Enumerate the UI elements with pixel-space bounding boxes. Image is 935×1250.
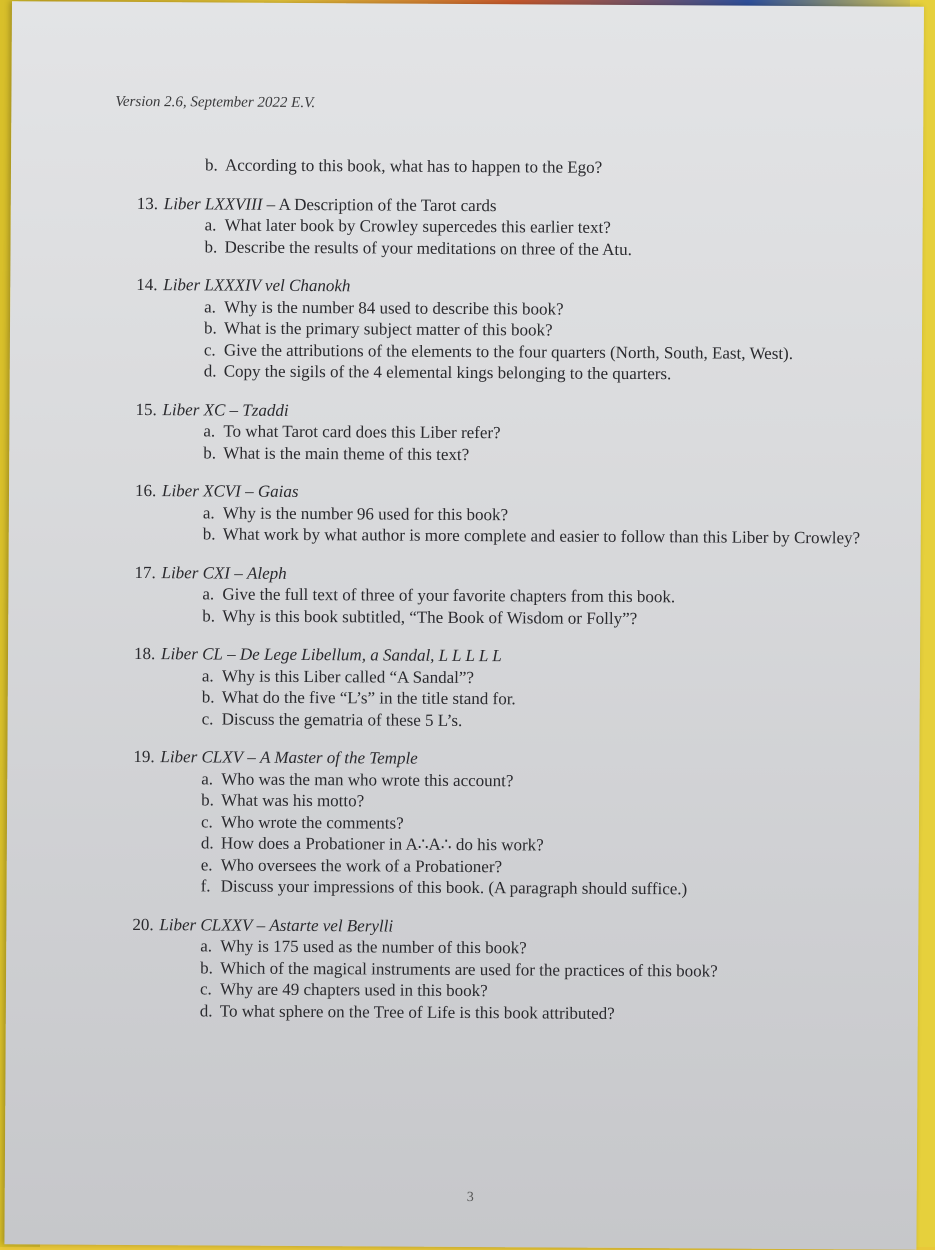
section — [127, 746, 868, 901]
item-text: Discuss your impressions of this book. (A paragraph should suffice.) — [221, 876, 867, 901]
section — [130, 274, 871, 386]
section-number: 15. — [135, 398, 162, 420]
section-number: 19. — [133, 746, 160, 768]
section-number: 18. — [134, 643, 161, 665]
item-letter: a. — [205, 214, 225, 236]
item-letter: b. — [204, 236, 224, 258]
question-item — [201, 875, 867, 901]
liber-subtitle: Gaias — [258, 482, 299, 501]
item-letter: b. — [202, 605, 222, 627]
liber-subtitle: A Master of the Temple — [260, 748, 418, 768]
item-text: Give the full text of three of your favorite chapters from this book. — [222, 584, 868, 609]
title-separator: – — [252, 915, 269, 934]
item-letter: b. — [203, 523, 223, 545]
item-letter: d. — [204, 360, 224, 382]
question-item — [204, 236, 870, 262]
item-letter: b. — [205, 154, 225, 176]
item-letter: d. — [201, 832, 221, 854]
question-items — [204, 214, 870, 261]
item-text: What work by what author is more complete and easier to follow than this Liber by Crowley? — [223, 524, 869, 549]
item-text: Why is this Liber called “A Sandal”? — [222, 665, 868, 690]
item-text: Which of the magical instruments are used for the practices of this book? — [220, 957, 866, 982]
item-text: Who was the man who wrote this account? — [221, 768, 867, 793]
item-text: According to this book, what has to happen to the Ego? — [225, 155, 871, 180]
item-letter: b. — [201, 789, 221, 811]
section — [128, 643, 869, 734]
section — [129, 398, 869, 467]
question-items — [202, 583, 868, 630]
liber-subtitle: A Description of the Tarot cards — [278, 194, 496, 214]
liber-subtitle: De Lege Libellum, a Sandal, L L L L L — [240, 645, 502, 666]
question-items — [204, 296, 871, 386]
section — [129, 480, 869, 549]
question-items — [203, 502, 869, 549]
item-text: To what sphere on the Tree of Life is this book attributed? — [220, 1000, 866, 1025]
liber-name: Liber XCVI — [162, 481, 241, 500]
question-item — [203, 442, 869, 468]
item-text: Describe the results of your meditations on three of the Atu. — [224, 236, 870, 261]
item-text: What is the primary subject matter of this book? — [224, 318, 870, 343]
item-letter: f. — [201, 875, 221, 897]
question-list — [126, 154, 871, 1026]
item-text: To what Tarot card does this Liber refer? — [223, 421, 869, 446]
continued-item — [205, 154, 871, 180]
item-text: Why is the number 84 used to describe this book? — [224, 296, 870, 321]
item-text: Why is 175 used as the number of this book? — [220, 936, 866, 961]
question-item — [204, 360, 870, 386]
document-page — [4, 1, 924, 1250]
item-letter: a. — [202, 665, 222, 687]
section — [130, 192, 870, 261]
liber-name: Liber LXXXIV vel Chanokh — [163, 275, 350, 295]
item-letter: a. — [204, 296, 224, 318]
item-letter: a. — [201, 768, 221, 790]
question-item — [203, 523, 869, 549]
liber-subtitle: Aleph — [247, 563, 287, 582]
liber-name: Liber CLXXV — [159, 915, 252, 935]
item-letter: c. — [200, 978, 220, 1000]
item-letter: b. — [203, 442, 223, 464]
item-letter: c. — [202, 708, 222, 730]
section-number: 14. — [136, 274, 163, 296]
question-items — [201, 768, 868, 901]
item-text: How does a Probationer in A∴A∴ do his work? — [221, 833, 867, 858]
title-separator: – — [241, 482, 258, 501]
title-separator: – — [230, 563, 247, 582]
section — [126, 913, 867, 1025]
item-letter: b. — [204, 317, 224, 339]
liber-name: Liber CLXV — [160, 747, 243, 767]
item-text: Why are 49 chapters used in this book? — [220, 979, 866, 1004]
item-text: Copy the sigils of the 4 elemental kings belonging to the quarters. — [224, 361, 870, 386]
item-text: Who oversees the work of a Probationer? — [221, 854, 867, 879]
question-items — [202, 665, 868, 734]
item-text: Discuss the gematria of these 5 L’s. — [222, 708, 868, 733]
item-letter: b. — [202, 686, 222, 708]
section-number: 13. — [137, 192, 164, 214]
item-letter: e. — [201, 854, 221, 876]
question-items — [203, 420, 869, 467]
item-text: Why is this book subtitled, “The Book of Wisdom or Folly”? — [222, 605, 868, 630]
item-letter: c. — [201, 811, 221, 833]
item-text: What is the main theme of this text? — [223, 442, 869, 467]
item-text: What was his motto? — [221, 790, 867, 815]
page-number: 3 — [467, 1190, 474, 1206]
question-item — [202, 708, 868, 734]
item-letter: c. — [204, 339, 224, 361]
item-letter: b. — [200, 957, 220, 979]
item-text: What later book by Crowley supercedes this earlier text? — [225, 215, 871, 240]
item-text: Why is the number 96 used for this book? — [223, 502, 869, 527]
section — [128, 561, 868, 630]
liber-subtitle: Tzaddi — [242, 400, 288, 419]
item-letter: a. — [200, 935, 220, 957]
section-number: 20. — [132, 913, 159, 935]
title-separator: – — [225, 400, 242, 419]
title-separator: – — [243, 748, 260, 767]
question-item — [200, 1000, 866, 1026]
question-items — [200, 935, 867, 1025]
item-text: Who wrote the comments? — [221, 811, 867, 836]
item-letter: d. — [200, 1000, 220, 1022]
liber-name: Liber LXXVIII — [164, 194, 263, 214]
version-header: Version 2.6, September 2022 E.V. — [115, 94, 315, 112]
question-item — [202, 605, 868, 631]
item-letter: a. — [203, 420, 223, 442]
liber-name: Liber XC — [162, 400, 225, 419]
liber-name: Liber CXI — [161, 563, 230, 582]
item-letter: a. — [203, 502, 223, 524]
section-number: 16. — [135, 480, 162, 502]
sections-container — [126, 192, 871, 1025]
liber-name: Liber CL — [161, 644, 223, 663]
item-text: What do the five “L’s” in the title stand for. — [222, 687, 868, 712]
item-letter: a. — [202, 583, 222, 605]
section-number: 17. — [134, 561, 161, 583]
title-separator: – — [262, 194, 278, 213]
item-text: Give the attributions of the elements to the four quarters (North, South, East, West). — [224, 339, 870, 364]
liber-subtitle: Astarte vel Berylli — [269, 915, 393, 935]
title-separator: – — [223, 645, 240, 664]
